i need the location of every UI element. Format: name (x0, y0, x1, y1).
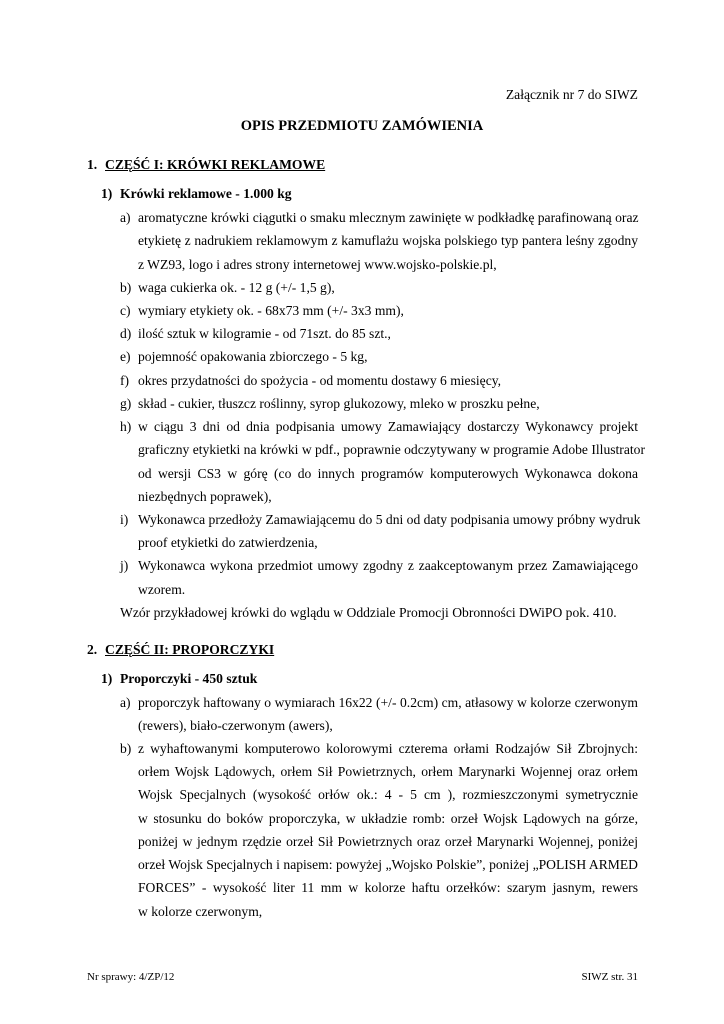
list-letter: d) (120, 326, 132, 341)
part1-note: Wzór przykładowej krówki do wglądu w Oddziale Promocji Obronności DWiPO pok. 410. (120, 605, 617, 620)
part1-number: 1. (87, 157, 98, 172)
list-item-line: pojemność opakowania zbiorczego - 5 kg, (138, 349, 368, 364)
list-letter: a) (120, 210, 131, 225)
list-letter: c) (120, 303, 131, 318)
list-item-line: Wykonawca wykona przedmiot umowy zgodny z zaakceptowanym przez Zamawiającego (138, 558, 638, 573)
list-letter: e) (120, 349, 131, 364)
footer-case-number: Nr sprawy: 4/ZP/12 (87, 971, 175, 983)
part1-item-number: 1) (101, 186, 113, 201)
list-item-line: orłem Wojsk Lądowych, orłem Sił Powietrznych, orłem Marynarki Wojennej oraz orłem (138, 764, 638, 779)
list-letter: b) (120, 741, 132, 756)
footer-page-number: SIWZ str. 31 (581, 971, 638, 983)
list-item-line: z WZ93, logo i adres strony internetowej www.wojsko-polskie.pl, (138, 257, 497, 272)
list-item-line: proporczyk haftowany o wymiarach 16x22 (+/- 0.2cm) cm, atłasowy w kolorze czerwonym (138, 695, 638, 710)
list-letter: h) (120, 419, 132, 434)
list-item-line: graficzny etykietki na krówki w pdf., poprawnie odczytywany w programie Adobe Illustrator (138, 442, 645, 457)
list-item-line: waga cukierka ok. - 12 g (+/- 1,5 g), (138, 280, 335, 295)
part2-item-number: 1) (101, 671, 113, 686)
list-item-line: poniżej w jednym rzędzie orzeł Sił Powietrznych oraz orzeł Marynarki Wojennej, poniżej (138, 834, 638, 849)
list-letter: j) (120, 558, 129, 573)
list-letter: b) (120, 280, 132, 295)
list-item-line: Wojsk Specjalnych (wysokość orłów ok.: 4 - 5 cm ), rozmieszczonymi symetrycznie (138, 787, 638, 802)
part2-heading: CZĘŚĆ II: PROPORCZYKI (105, 642, 275, 657)
list-item-line: w stosunku do boków proporczyka, w układzie romb: orzeł Wojsk Lądowych na górze, (138, 811, 638, 826)
list-letter: a) (120, 695, 131, 710)
part1-heading: CZĘŚĆ I: KRÓWKI REKLAMOWE (105, 157, 326, 172)
part2-number: 2. (87, 642, 98, 657)
list-item-line: FORCES” - wysokość liter 11 mm w kolorze haftu orzełków: szarym jasnym, rewers (138, 880, 638, 895)
list-item-line: (rewers), biało-czerwonym (awers), (138, 718, 333, 733)
list-item-line: Wykonawca przedłoży Zamawiającemu do 5 dni od daty podpisania umowy próbny wydruk (138, 512, 641, 527)
list-item-line: niezbędnych poprawek), (138, 489, 272, 504)
list-item-line: etykietę z nadrukiem reklamowym z kamuflażu wojska polskiego typ pantera leśny zgodny (138, 233, 638, 248)
attachment-label: Załącznik nr 7 do SIWZ (505, 87, 638, 102)
part2-item-title: Proporczyki - 450 sztuk (120, 671, 258, 686)
list-letter: g) (120, 396, 132, 411)
list-item-line: aromatyczne krówki ciągutki o smaku mlecznym zawinięte w podkładkę parafinowaną oraz (138, 210, 639, 225)
list-item-line: w kolorze czerwonym, (138, 904, 263, 919)
list-item-line: od wersji CS3 w górę (co do innych programów komputerowych Wykonawca dokona (138, 466, 638, 481)
list-letter: f) (120, 373, 130, 388)
list-item-line: z wyhaftowanymi komputerowo kolorowymi czterema orłami Rodzajów Sił Zbrojnych: (138, 741, 638, 756)
list-item-line: w ciągu 3 dni od dnia podpisania umowy Zamawiający dostarczy Wykonawcy projekt (138, 419, 638, 434)
list-item-line: okres przydatności do spożycia - od momentu dostawy 6 miesięcy, (138, 373, 502, 388)
list-item-line: skład - cukier, tłuszcz roślinny, syrop glukozowy, mleko w proszku pełne, (138, 396, 540, 411)
list-item-line: orzeł Wojsk Specjalnych i napisem: powyżej „Wojsko Polskie”, poniżej „POLISH ARMED (138, 857, 638, 872)
list-item-line: wzorem. (138, 582, 186, 597)
list-item-line: ilość sztuk w kilogramie - od 71szt. do 85 szt., (138, 326, 391, 341)
part1-item-title: Krówki reklamowe - 1.000 kg (120, 186, 292, 201)
list-item-line: wymiary etykiety ok. - 68x73 mm (+/- 3x3 mm), (138, 303, 404, 318)
list-letter: i) (120, 512, 129, 527)
page-title: OPIS PRZEDMIOTU ZAMÓWIENIA (240, 118, 484, 134)
list-item-line: proof etykietki do zatwierdzenia, (138, 535, 318, 550)
